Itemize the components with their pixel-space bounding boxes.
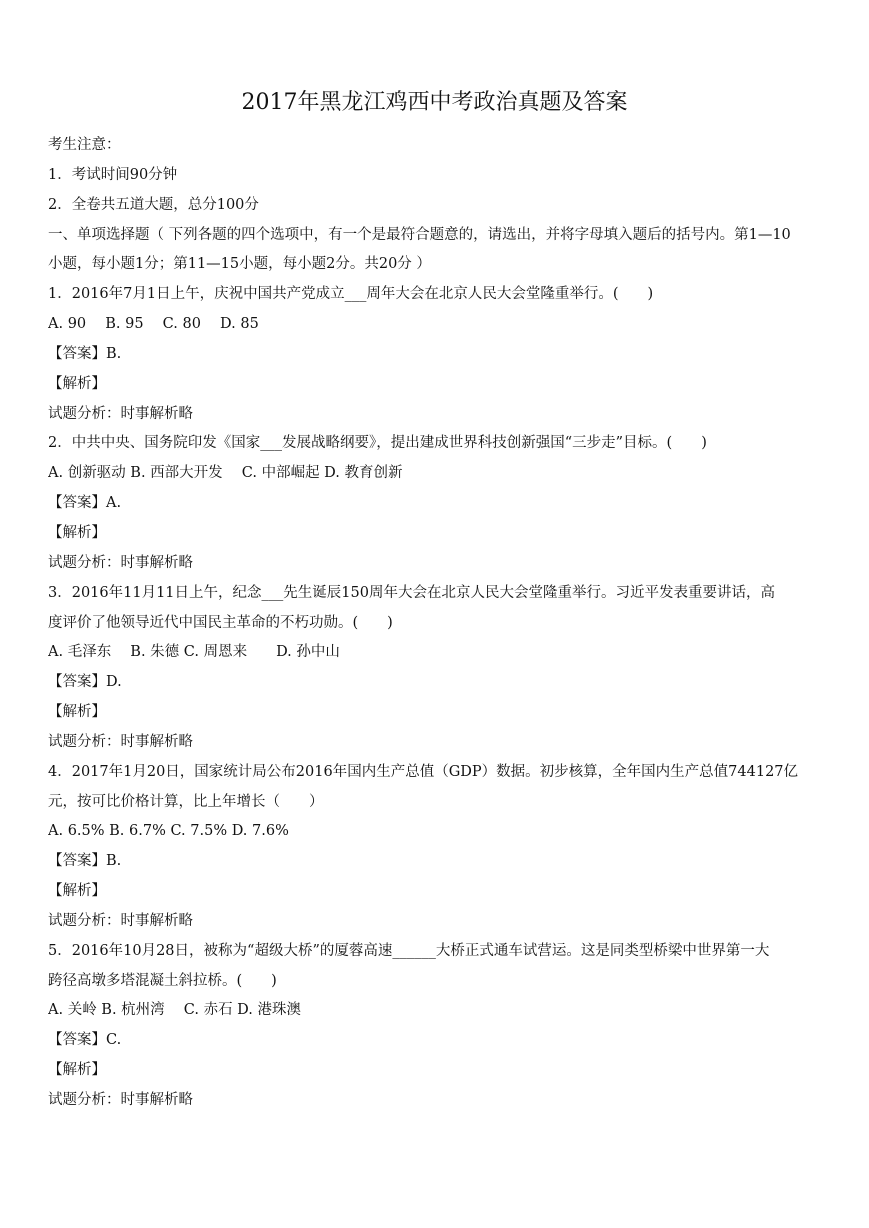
text-line: 2．中共中央、国务院印发《国家___发展战略纲要》，提出建成世界科技创新强国“三步走”目标。( )	[48, 435, 707, 452]
text-line: 1．2016年7月1日上午，庆祝中国共产党成立___周年大会在北京人民大会堂隆重举行。( )	[48, 286, 654, 303]
text-line: 3．2016年11月11日上午，纪念___先生诞辰150周年大会在北京人民大会堂隆重举行。习近平发表重要讲话，高	[48, 584, 775, 601]
text-line: 小题，每小题1分；第11—15小题，每小题2分。共20分 ）	[48, 256, 431, 273]
text-line: 【答案】B.	[48, 345, 122, 362]
text-line: 【解析】	[48, 704, 106, 721]
text-line: A. 6.5% B. 6.7% C. 7.5% D. 7.6%	[48, 823, 289, 840]
text-line: 【解析】	[48, 1062, 106, 1079]
document-body	[48, 131, 828, 1116]
text-line: 试题分析：时事解析略	[48, 912, 193, 929]
text-line: 元，按可比价格计算，比上年增长（ ）	[48, 793, 324, 810]
text-line: 考生注意：	[48, 137, 121, 153]
text-line: A. 毛泽东 B. 朱德 C. 周恩来 D. 孙中山	[48, 644, 340, 661]
text-line: A. 关岭 B. 杭州湾 C. 赤石 D. 港珠澳	[48, 1002, 302, 1019]
text-line: 【答案】C.	[48, 1032, 122, 1049]
text-line: 试题分析：时事解析略	[48, 1092, 193, 1108]
text-line: 【解析】	[48, 375, 106, 392]
text-line: 跨径高墩多塔混凝土斜拉桥。( )	[48, 972, 277, 989]
text-line: 【答案】D.	[48, 674, 122, 691]
text-line: 【答案】B.	[48, 853, 122, 870]
text-line: 试题分析：时事解析略	[48, 405, 193, 422]
text-line: 度评价了他领导近代中国民主革命的不朽功勋。( )	[48, 614, 393, 631]
text-line: 4．2017年1月20日，国家统计局公布2016年国内生产总值（GDP）数据。初步核算，全年国内生产总值744127亿	[48, 763, 799, 780]
text-line: 【答案】A.	[48, 495, 122, 512]
text-line: 试题分析：时事解析略	[48, 733, 193, 750]
text-line: A. 创新驱动 B. 西部大开发 C. 中部崛起 D. 教育创新	[48, 465, 403, 482]
text-line: 1．考试时间90分钟	[48, 166, 178, 183]
text-line: 【解析】	[48, 524, 106, 541]
text-line: 一、单项选择题（ 下列各题的四个选项中，有一个是最符合题意的，请选出，并将字母填入题后的括号内。第1—10	[48, 226, 791, 243]
text-line: 2．全卷共五道大题，总分100分	[48, 196, 259, 213]
document-title: 2017年黑龙江鸡西中考政治真题及答案	[241, 90, 628, 115]
text-line: 【解析】	[48, 883, 106, 900]
text-line: 5．2016年10月28日，被称为“超级大桥”的厦蓉高速______大桥正式通车试营运。这是同类型桥梁中世界第一大	[48, 942, 770, 959]
text-line: 试题分析：时事解析略	[48, 554, 193, 571]
text-line: A. 90 B. 95 C. 80 D. 85	[48, 316, 259, 333]
